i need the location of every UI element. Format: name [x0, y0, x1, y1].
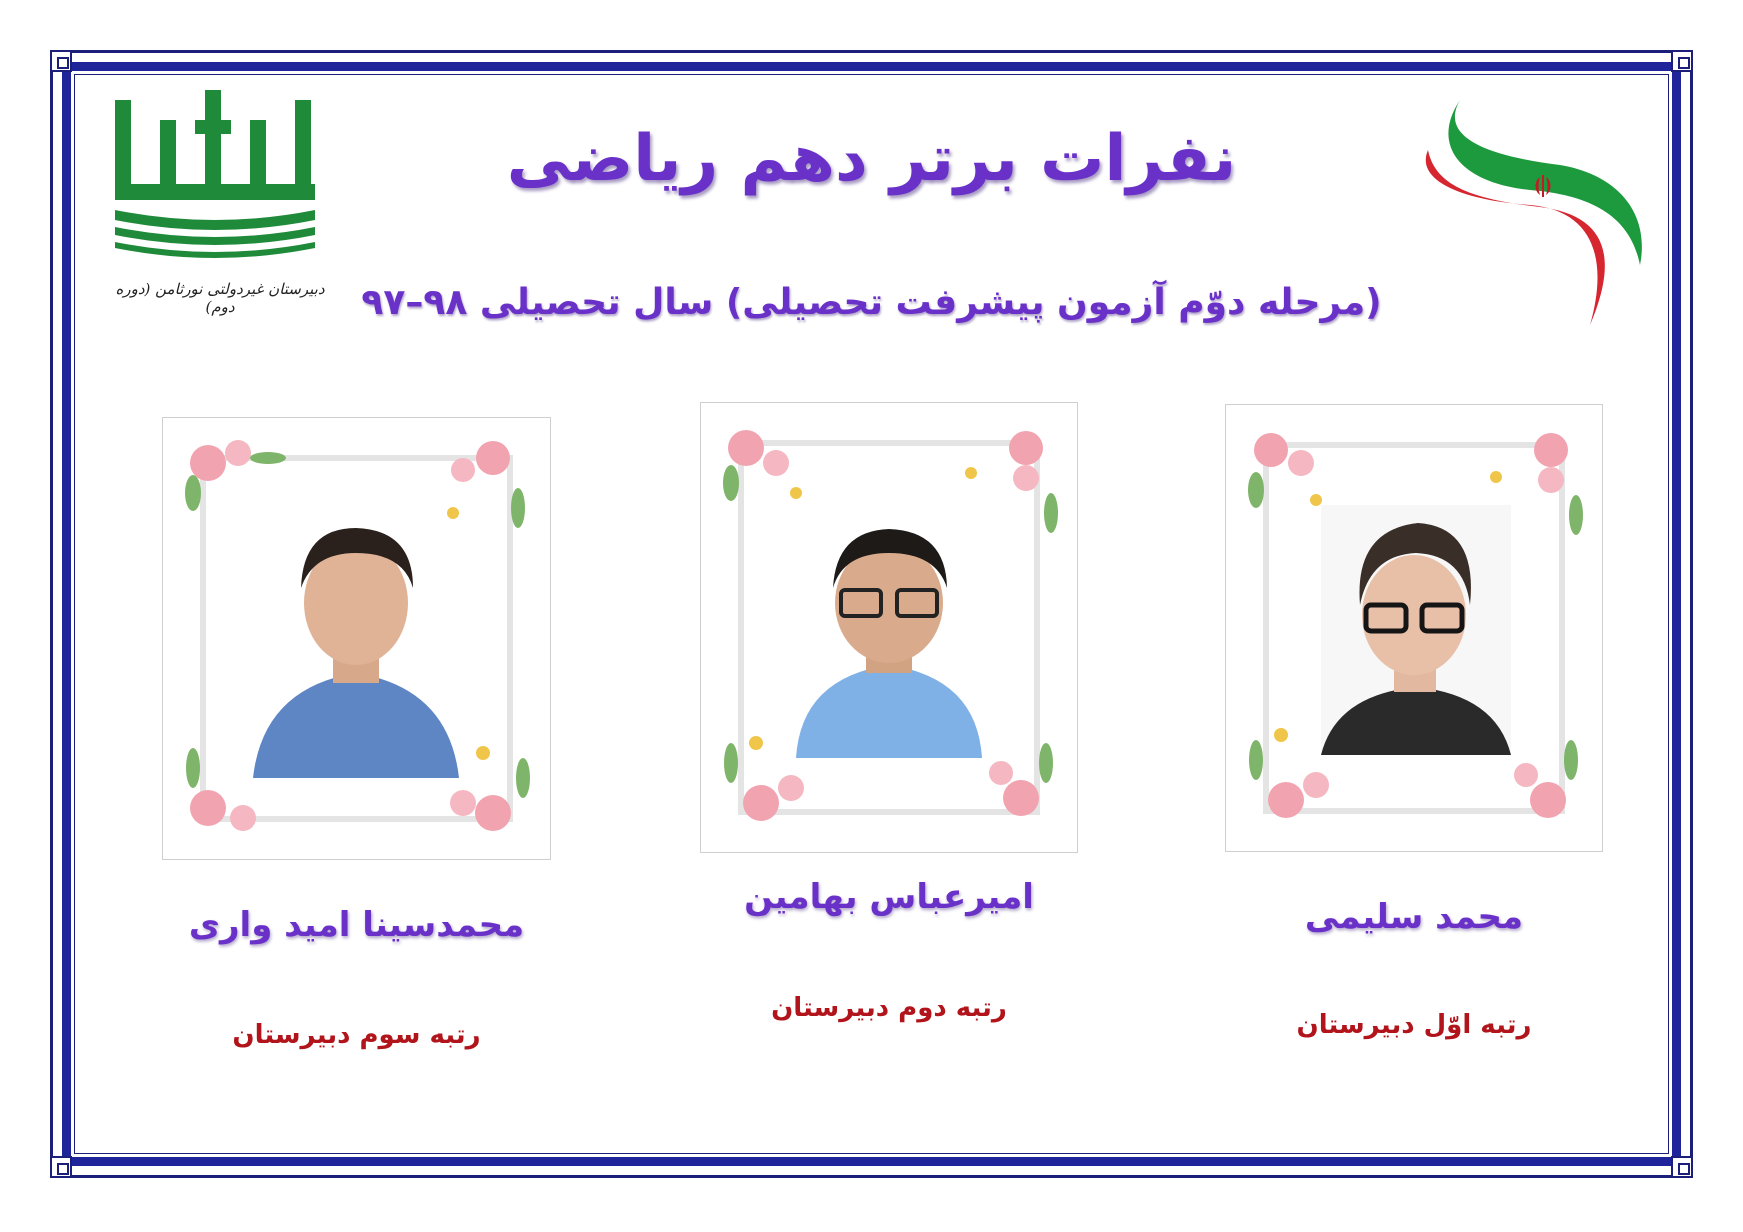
frame-corner-ornament [1671, 1156, 1693, 1178]
student-portrait [1321, 505, 1511, 755]
student-photo-card [700, 402, 1078, 853]
student-portrait [253, 528, 459, 778]
student-rank-second: رتبه دوم دبیرستان [771, 993, 1007, 1023]
student-rank-third: رتبه سوم دبیرستان [232, 1020, 481, 1050]
student-portrait [796, 529, 982, 758]
page-title: نفرات برتر دهم ریاضی [506, 122, 1237, 196]
student-name-first: محمد سلیمی [1304, 897, 1524, 937]
student-photo-card [162, 417, 551, 860]
floral-photo-frame [163, 418, 550, 859]
frame-corner-ornament [1671, 50, 1693, 72]
floral-photo-frame [1226, 405, 1602, 851]
student-name-third: محمدسینا امید واری [188, 905, 525, 945]
student-photo-card [1225, 404, 1603, 852]
frame-corner-ornament [50, 50, 72, 72]
floral-photo-frame [701, 403, 1077, 852]
page-subtitle: (مرحله دوّم آزمون پیشرفت تحصیلی) سال تحصیلی ۹۸–۹۷ [361, 282, 1382, 323]
student-name-second: امیرعباس بهامین [744, 877, 1034, 917]
frame-corner-ornament [50, 1156, 72, 1178]
student-rank-first: رتبه اوّل دبیرستان [1296, 1010, 1532, 1040]
school-caption: دبیرستان غیردولتی نورثامن (دوره دوم) [115, 280, 325, 316]
